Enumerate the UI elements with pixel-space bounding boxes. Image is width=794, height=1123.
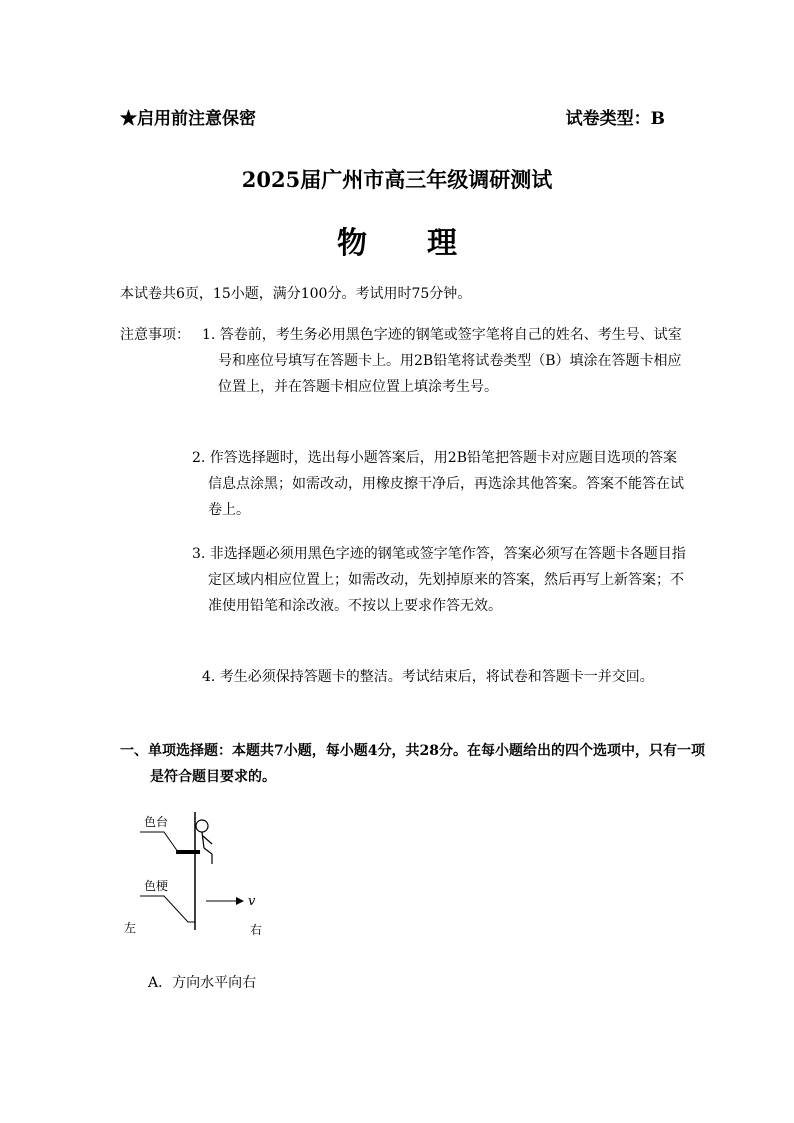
note-item-2: 2. 作答选择题时，选出每小题答案后，用2B铅笔把答题卡对应题目选项的答案信息点涂黑；如需改动，用橡皮擦干净后，再选涂其他答案。答案不能答在试卷上。 (192, 450, 684, 518)
note-item-1: 1. 答卷前，考生务必用黑色字迹的钢笔或签字笔将自己的姓名、考生号、试室号和座位号填写在答题卡上。用2B铅笔将试卷类型（B）填涂在答题卡相应位置上，并在答题卡相应位置上填涂考生号。 (202, 327, 682, 395)
person-body (202, 832, 204, 848)
notes-label: 注意事项： (120, 327, 190, 343)
section-heading: 一、单项选择题：本题共7小题，每小题4分，共28分。在每小题给出的四个选项中，只有一项是符合题目要求的。 (120, 743, 705, 785)
question-figure (120, 812, 290, 942)
right-label: 右 (250, 923, 263, 937)
subject-title: 物理 (337, 226, 517, 261)
confidential-notice: ★启用前注意保密 (120, 109, 256, 129)
platform-label: 色台 (144, 815, 169, 829)
option-a[interactable]: A．方向水平向右 (148, 975, 257, 991)
platform-leader (140, 832, 178, 852)
velocity-arrowhead (236, 897, 244, 905)
left-label: 左 (124, 921, 137, 935)
exam-title: 2025届广州市高三年级调研测试 (241, 167, 553, 192)
velocity-label: v (248, 894, 256, 909)
paper-type: 试卷类型：B (565, 109, 665, 129)
rod-leader (140, 896, 195, 922)
person-head (196, 820, 208, 832)
platform-plate (176, 850, 200, 854)
person-leg (204, 848, 212, 854)
rod-label: 色梗 (144, 879, 169, 893)
note-item-4: 4. 考生必须保持答题卡的整洁。考试结束后，将试卷和答题卡一并交回。 (202, 669, 654, 685)
note-item-3: 3. 非选择题必须用黑色字迹的钢笔或签字笔作答，答案必须写在答题卡各题目指定区域内相应位置上；如需改动，先划掉原来的答案，然后再写上新答案；不准使用铅笔和涂改液。不按以上要求作答无效。 (192, 546, 686, 614)
person-arm (203, 836, 212, 844)
exam-intro: 本试卷共6页，15小题，满分100分。考试用时75分钟。 (120, 286, 472, 302)
